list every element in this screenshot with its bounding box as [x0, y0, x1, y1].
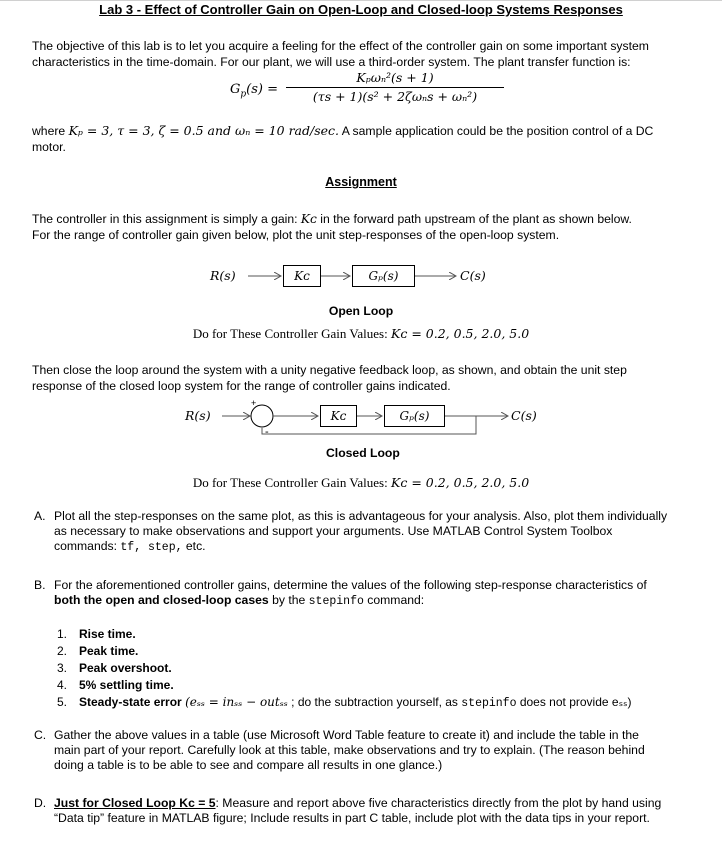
parameters-paragraph: [32, 123, 692, 155]
open-loop-input-label: R(s): [210, 268, 236, 283]
closed-loop-output-label: C(s): [511, 408, 537, 423]
parameters-equation: Kₚ = 3, τ = 3, ζ = 0.5 and ωₙ = 10 rad/sec.: [68, 123, 339, 138]
section-a-line-3b: etc.: [185, 539, 206, 553]
closed-loop-paragraph: [32, 362, 692, 394]
open-loop-values-label: Do for These Controller Gain Values:: [192, 326, 388, 341]
summing-junction: [251, 405, 273, 427]
list-item: 3. Peak overshoot.: [57, 661, 172, 675]
section-b-line-2c: command:: [367, 593, 425, 607]
open-loop-values: [0, 326, 722, 342]
assignment-heading: Assignment: [325, 175, 397, 189]
section-a-line-3a: commands:: [54, 539, 117, 553]
open-loop-values-eq: Kᴄ = 0.2, 0.5, 2.0, 5.0: [391, 326, 530, 341]
section-b-code: stepinfo: [308, 595, 364, 608]
open-loop-gain-block: Kᴄ: [283, 265, 321, 287]
section-d-letter: D.: [34, 796, 47, 810]
closed-loop-plant-block: Gₚ(s): [384, 405, 445, 427]
top-border: [0, 0, 722, 1]
page-title: Lab 3 - Effect of Controller Gain on Open-Loop and Closed-loop Systems Responses: [99, 2, 623, 17]
section-a-text: [54, 509, 694, 555]
tf-fraction-bar: [286, 87, 504, 88]
transfer-function: [230, 70, 530, 110]
closed-loop-caption: Closed Loop: [326, 446, 400, 460]
section-a-line-2: as necessary to make observations and support your arguments. Use MATLAB Control System Toolbox: [54, 524, 613, 538]
closed-loop-arrows: [0, 400, 722, 440]
assignment-kc: Kᴄ: [300, 212, 317, 226]
parameters-rest: A sample application could be the position control of a DC: [341, 124, 654, 138]
section-c-text: [54, 728, 694, 773]
open-loop-plant-block: Gₚ(s): [352, 265, 415, 287]
section-d-text: [54, 796, 694, 826]
section-b-line-1: For the aforementioned controller gains, determine the values of the following step-response characteristics of: [54, 578, 647, 592]
closed-line-1: Then close the loop around the system with a unity negative feedback loop, as shown, and obtain the unit step: [32, 363, 627, 377]
section-c-line-1: Gather the above values in a table (use Microsoft Word Table feature to create it) and include the table in the: [54, 728, 639, 742]
list-item: 2. Peak time.: [57, 644, 139, 658]
section-a-line-1: Plot all the step-responses on the same plot, as this is advantageous for your analysis. Also, plot them individually: [54, 509, 668, 523]
section-d-line-1: : Measure and report above five characteristics directly from the plot by hand using: [215, 796, 662, 810]
list-item: 4. 5% settling time.: [57, 678, 174, 692]
summing-plus-sign: +: [251, 398, 257, 408]
closed-loop-values-eq: Kᴄ = 0.2, 0.5, 2.0, 5.0: [391, 475, 530, 490]
intro-line-2: characteristics in the time-domain. For our plant, we will use a third-order system. The plant transfer function is:: [32, 55, 631, 69]
open-loop-caption: Open Loop: [328, 304, 394, 318]
intro-paragraph: [32, 38, 692, 70]
list-item: 5. Steady-state error (eₛₛ = inₛₛ − outₛₛ ; do the subtraction yourself, as stepinfo does not provide eₛₛ): [57, 695, 632, 710]
section-c-line-3: doing a table is to be able to see and compare all results in one glance.): [54, 758, 443, 772]
intro-line-1: The objective of this lab is to let you acquire a feeling for the effect of the controller gain on some important system: [32, 39, 649, 53]
open-loop-diagram: [0, 260, 722, 290]
tf-numerator: Kₚωₙ²(s + 1): [356, 70, 434, 85]
section-b-line-2b: by the: [272, 593, 306, 607]
assignment-line-1b: in the forward path upstream of the plant as shown below.: [320, 212, 632, 226]
section-c-line-2: main part of your report. Carefully look at this table, make observations and try to explain. (The reason behind: [54, 743, 645, 757]
closed-line-2: response of the closed loop system for the range of controller gains indicated.: [32, 379, 451, 393]
assignment-line-2: For the range of controller gain given below, plot the unit step-responses of the open-loop system.: [32, 228, 560, 242]
closed-loop-values-label: Do for These Controller Gain Values:: [192, 475, 388, 490]
closed-loop-input-label: R(s): [185, 408, 211, 423]
closed-loop-gain-block: Kᴄ: [320, 405, 357, 427]
characteristics-list: [57, 626, 697, 712]
section-a-code: tf, step,: [120, 541, 183, 554]
section-d-bold: Just for Closed Loop Kᴄ = 5: [54, 796, 216, 810]
tf-denominator: (τs + 1)(s² + 2ζωₙs + ωₙ²): [312, 89, 478, 104]
open-loop-output-label: C(s): [460, 268, 486, 283]
tf-lhs: $G_p(s)$ =: [230, 82, 278, 100]
section-a-letter: A.: [34, 509, 46, 523]
assignment-line-1a: The controller in this assignment is simply a gain:: [32, 212, 298, 226]
section-b-letter: B.: [34, 578, 46, 592]
assignment-paragraph: [32, 211, 692, 243]
where-word: where: [32, 124, 66, 138]
section-d-line-2: “Data tip” feature in MATLAB figure; Include results in part C table, include plot with the data tips in your report.: [54, 811, 650, 825]
closed-loop-diagram: [0, 400, 722, 440]
summing-minus-sign: -: [265, 426, 269, 438]
section-c-letter: C.: [34, 728, 47, 742]
closed-loop-values: [0, 475, 722, 491]
section-b-line-2a: both the open and closed-loop cases: [54, 593, 269, 607]
list-item: 1. Rise time.: [57, 627, 136, 641]
parameters-line-2: motor.: [32, 140, 66, 154]
section-b-text: [54, 578, 694, 609]
